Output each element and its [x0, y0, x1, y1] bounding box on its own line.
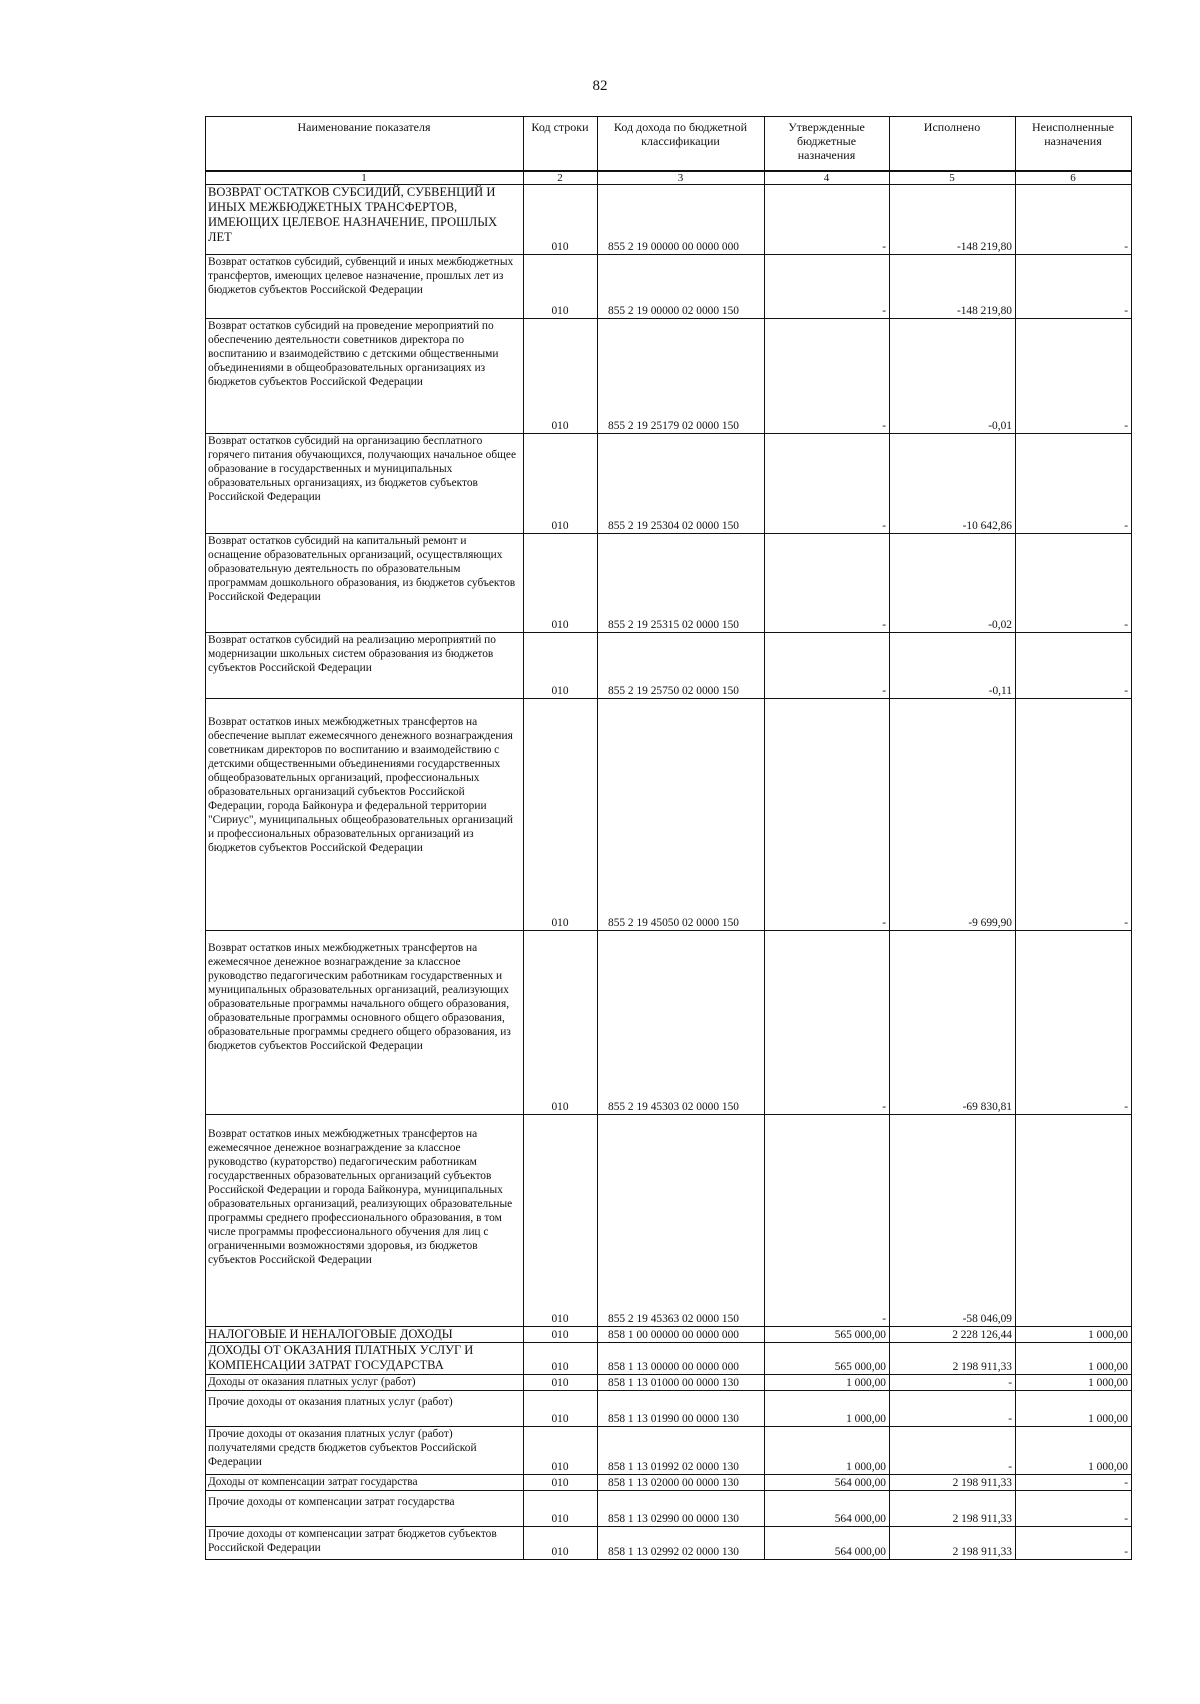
row-classification-code: 858 1 13 02990 00 0000 130: [598, 1490, 765, 1526]
row-classification-code: 855 2 19 25304 02 0000 150: [598, 433, 765, 533]
row-classification-code: 855 2 19 25315 02 0000 150: [598, 533, 765, 632]
row-name: Возврат остатков субсидий на проведение мероприятий по обеспечению деятельности советников директора по воспитанию и взаимодействию с детскими общественными объединениями в общеобразовательных организациях из бюджетов субъектов Российской Федерации: [206, 318, 524, 433]
row-executed: -: [890, 1426, 1016, 1474]
row-line-code: 010: [524, 1326, 598, 1342]
row-name: Прочие доходы от оказания платных услуг (работ) получателями средств бюджетов субъектов Российской Федерации: [206, 1426, 524, 1474]
row-classification-code: 855 2 19 45303 02 0000 150: [598, 930, 765, 1114]
row-name: Прочие доходы от оказания платных услуг (работ): [206, 1390, 524, 1426]
row-unexecuted: -: [1016, 698, 1132, 930]
header-row: [206, 117, 1132, 171]
table-row: [206, 1490, 1132, 1526]
row-executed: -0,01: [890, 318, 1016, 433]
row-line-code: 010: [524, 184, 598, 254]
row-line-code: 010: [524, 698, 598, 930]
row-unexecuted: -: [1016, 1526, 1132, 1559]
table-row: [206, 1374, 1132, 1390]
row-line-code: 010: [524, 1114, 598, 1326]
row-unexecuted: -: [1016, 318, 1132, 433]
row-unexecuted: -: [1016, 533, 1132, 632]
row-name: Возврат остатков иных межбюджетных трансфертов на ежемесячное денежное вознаграждение за классное руководство педагогическим работникам государственных и муниципальных образовательных организаций, реализующих образовательные программы начального общего образования, образовательные программы основного общего образования, образовательные программы среднего общего образования, из бюджетов субъектов Российской Федерации: [206, 930, 524, 1114]
row-approved: -: [765, 254, 890, 318]
row-executed: -58 046,09: [890, 1114, 1016, 1326]
row-classification-code: 858 1 13 01992 02 0000 130: [598, 1426, 765, 1474]
column-number: 6: [1016, 171, 1132, 185]
row-executed: 2 228 126,44: [890, 1326, 1016, 1342]
row-line-code: 010: [524, 318, 598, 433]
row-approved: 1 000,00: [765, 1390, 890, 1426]
table-row: [206, 254, 1132, 318]
row-classification-code: 855 2 19 45363 02 0000 150: [598, 1114, 765, 1326]
row-line-code: 010: [524, 632, 598, 698]
header-indicator-name: Наименование показателя: [206, 117, 524, 171]
row-line-code: 010: [524, 254, 598, 318]
row-unexecuted: 1 000,00: [1016, 1374, 1132, 1390]
row-name: Возврат остатков иных межбюджетных трансфертов на обеспечение выплат ежемесячного денежного вознаграждения советникам директоров по воспитанию и взаимодействию с детскими общественными объединениями государственных общеобразовательных организаций, профессиональных образовательных организаций субъектов Российской Федерации, города Байконура и федеральной территории "Сириус", муниципальных общеобразовательных организаций и профессиональных образовательных организаций из бюджетов субъектов Российской Федерации: [206, 698, 524, 930]
row-approved: 1 000,00: [765, 1374, 890, 1390]
table-row: [206, 433, 1132, 533]
table-row: [206, 930, 1132, 1114]
row-approved: -: [765, 632, 890, 698]
row-name: Доходы от компенсации затрат государства: [206, 1474, 524, 1490]
row-classification-code: 855 2 19 25179 02 0000 150: [598, 318, 765, 433]
row-approved: 565 000,00: [765, 1326, 890, 1342]
row-unexecuted: -: [1016, 1474, 1132, 1490]
row-unexecuted: -: [1016, 433, 1132, 533]
row-line-code: 010: [524, 1526, 598, 1559]
row-name: ВОЗВРАТ ОСТАТКОВ СУБСИДИЙ, СУБВЕНЦИЙ И ИНЫХ МЕЖБЮДЖЕТНЫХ ТРАНСФЕРТОВ, ИМЕЮЩИХ ЦЕЛЕВОЕ НАЗНАЧЕНИЕ, ПРОШЛЫХ ЛЕТ: [206, 184, 524, 254]
page-number: 82: [592, 78, 608, 94]
row-executed: 2 198 911,33: [890, 1490, 1016, 1526]
row-name: Возврат остатков субсидий на капитальный ремонт и оснащение образовательных организаций, осуществляющих образовательную деятельность по образовательным программам дошкольного образования, из бюджетов субъектов Российской Федерации: [206, 533, 524, 632]
table-row: [206, 1474, 1132, 1490]
table-row: [206, 1342, 1132, 1374]
table-row: [206, 698, 1132, 930]
row-line-code: 010: [524, 433, 598, 533]
row-unexecuted: 1 000,00: [1016, 1426, 1132, 1474]
row-name: НАЛОГОВЫЕ И НЕНАЛОГОВЫЕ ДОХОДЫ: [206, 1326, 524, 1342]
row-name: Доходы от оказания платных услуг (работ): [206, 1374, 524, 1390]
row-executed: -10 642,86: [890, 433, 1016, 533]
row-name: ДОХОДЫ ОТ ОКАЗАНИЯ ПЛАТНЫХ УСЛУГ И КОМПЕНСАЦИИ ЗАТРАТ ГОСУДАРСТВА: [206, 1342, 524, 1374]
row-approved: 1 000,00: [765, 1426, 890, 1474]
row-unexecuted: -: [1016, 930, 1132, 1114]
row-name: Возврат остатков иных межбюджетных трансфертов на ежемесячное денежное вознаграждение за классное руководство (кураторство) педагогическим работникам государственных образовательных организаций субъектов Российской Федерации и города Байконура, муниципальных образовательных организаций, реализующих образовательные программы среднего профессионального образования, в том числе программы профессионального обучения для лиц с ограниченными возможностями здоровья, из бюджетов субъектов Российской Федерации: [206, 1114, 524, 1326]
row-unexecuted: 1 000,00: [1016, 1326, 1132, 1342]
row-unexecuted: -: [1016, 1490, 1132, 1526]
row-name: Прочие доходы от компенсации затрат государства: [206, 1490, 524, 1526]
row-approved: -: [765, 184, 890, 254]
row-approved: 564 000,00: [765, 1526, 890, 1559]
column-number-row: [206, 171, 1132, 185]
row-line-code: 010: [524, 1490, 598, 1526]
row-executed: -148 219,80: [890, 254, 1016, 318]
header-line-code: Код строки: [524, 117, 598, 171]
header-classification-code: Код дохода по бюджетной классификации: [598, 117, 765, 171]
row-name: Прочие доходы от компенсации затрат бюджетов субъектов Российской Федерации: [206, 1526, 524, 1559]
row-classification-code: 858 1 13 01000 00 0000 130: [598, 1374, 765, 1390]
column-number: 4: [765, 171, 890, 185]
row-classification-code: 855 2 19 00000 00 0000 000: [598, 184, 765, 254]
row-classification-code: 858 1 13 02000 00 0000 130: [598, 1474, 765, 1490]
row-line-code: 010: [524, 930, 598, 1114]
row-classification-code: 858 1 00 00000 00 0000 000: [598, 1326, 765, 1342]
row-line-code: 010: [524, 1426, 598, 1474]
row-classification-code: 855 2 19 25750 02 0000 150: [598, 632, 765, 698]
row-executed: 2 198 911,33: [890, 1474, 1016, 1490]
row-unexecuted: 1 000,00: [1016, 1342, 1132, 1374]
column-number: 3: [598, 171, 765, 185]
row-executed: -: [890, 1374, 1016, 1390]
row-line-code: 010: [524, 1390, 598, 1426]
row-line-code: 010: [524, 1342, 598, 1374]
row-approved: 564 000,00: [765, 1474, 890, 1490]
table-row: [206, 1114, 1132, 1326]
row-approved: 564 000,00: [765, 1490, 890, 1526]
row-name: Возврат остатков субсидий на организацию бесплатного горячего питания обучающихся, получающих начальное общее образование в государственных и муниципальных образовательных организациях, из бюджетов субъектов Российской Федерации: [206, 433, 524, 533]
row-unexecuted: [1016, 1114, 1132, 1326]
column-number: 2: [524, 171, 598, 185]
table-row: [206, 184, 1132, 254]
table-row: [206, 1426, 1132, 1474]
revenue-table: [205, 116, 1132, 1560]
table-row: [206, 632, 1132, 698]
row-line-code: 010: [524, 1474, 598, 1490]
row-approved: -: [765, 433, 890, 533]
table-row: [206, 533, 1132, 632]
column-number: 5: [890, 171, 1016, 185]
header-unexecuted: Неисполненные назначения: [1016, 117, 1132, 171]
row-executed: -0,02: [890, 533, 1016, 632]
row-approved: -: [765, 698, 890, 930]
row-approved: -: [765, 930, 890, 1114]
row-approved: 565 000,00: [765, 1342, 890, 1374]
header-executed: Исполнено: [890, 117, 1016, 171]
row-executed: -69 830,81: [890, 930, 1016, 1114]
row-executed: 2 198 911,33: [890, 1526, 1016, 1559]
row-name: Возврат остатков субсидий на реализацию мероприятий по модернизации школьных систем образования из бюджетов субъектов Российской Федерации: [206, 632, 524, 698]
row-executed: -9 699,90: [890, 698, 1016, 930]
row-name: Возврат остатков субсидий, субвенций и иных межбюджетных трансфертов, имеющих целевое назначение, прошлых лет из бюджетов субъектов Российской Федерации: [206, 254, 524, 318]
table-row: [206, 318, 1132, 433]
row-classification-code: 858 1 13 00000 00 0000 000: [598, 1342, 765, 1374]
row-executed: -0,11: [890, 632, 1016, 698]
row-approved: -: [765, 1114, 890, 1326]
table-row: [206, 1526, 1132, 1559]
column-number: 1: [206, 171, 524, 185]
row-line-code: 010: [524, 533, 598, 632]
row-approved: -: [765, 533, 890, 632]
row-executed: -: [890, 1390, 1016, 1426]
row-executed: 2 198 911,33: [890, 1342, 1016, 1374]
table-row: [206, 1326, 1132, 1342]
row-unexecuted: 1 000,00: [1016, 1390, 1132, 1426]
row-classification-code: 858 1 13 02992 02 0000 130: [598, 1526, 765, 1559]
row-executed: -148 219,80: [890, 184, 1016, 254]
row-classification-code: 858 1 13 01990 00 0000 130: [598, 1390, 765, 1426]
row-classification-code: 855 2 19 00000 02 0000 150: [598, 254, 765, 318]
table-row: [206, 1390, 1132, 1426]
row-unexecuted: -: [1016, 632, 1132, 698]
header-approved: Утвержденные бюджетные назначения: [765, 117, 890, 171]
row-line-code: 010: [524, 1374, 598, 1390]
row-unexecuted: -: [1016, 254, 1132, 318]
row-unexecuted: -: [1016, 184, 1132, 254]
row-approved: -: [765, 318, 890, 433]
row-classification-code: 855 2 19 45050 02 0000 150: [598, 698, 765, 930]
